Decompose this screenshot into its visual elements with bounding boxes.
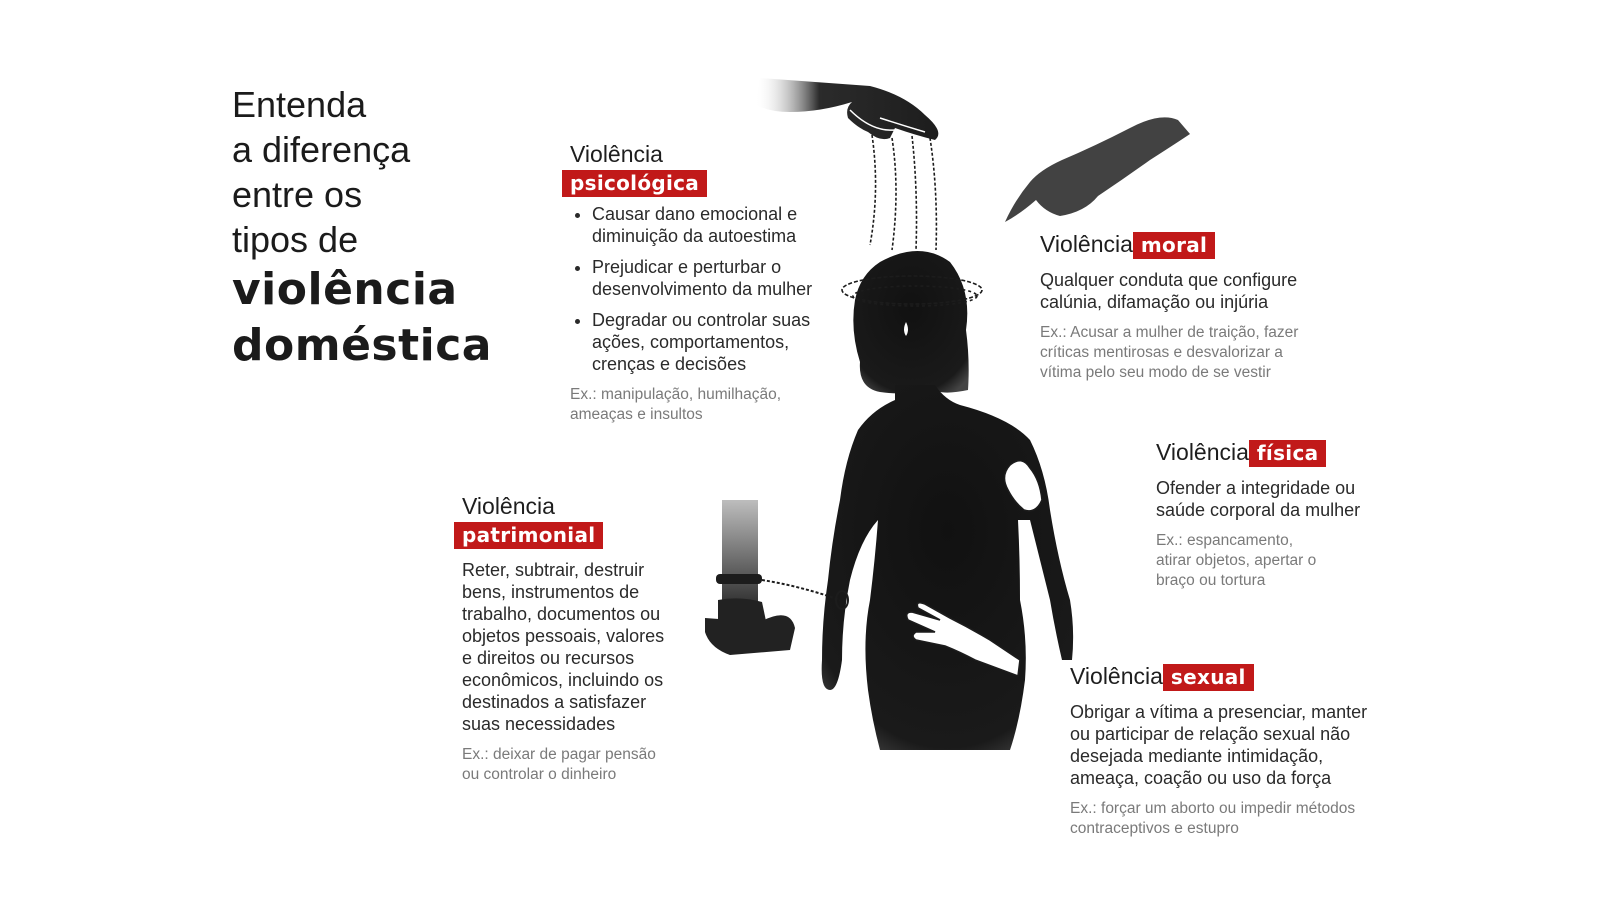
section-patrimonial bbox=[462, 492, 677, 785]
heading-word: Violência bbox=[1156, 439, 1249, 465]
section-sexual bbox=[1070, 662, 1390, 839]
section-example: Ex.: manipulação, humilhação, ameaças e insultos bbox=[570, 386, 782, 423]
section-heading bbox=[1156, 438, 1386, 467]
title-bold-line: doméstica bbox=[232, 320, 492, 371]
title-bold-line: violência bbox=[232, 264, 458, 315]
section-text: Qualquer conduta que configure calúnia, difamação ou injúria bbox=[1040, 270, 1298, 312]
heading-tag: patrimonial bbox=[454, 522, 603, 549]
title-line: tipos de bbox=[232, 219, 359, 260]
heading-tag: sexual bbox=[1163, 664, 1254, 691]
section-heading bbox=[1070, 662, 1390, 691]
section-moral bbox=[1040, 230, 1320, 383]
title-line: Entenda bbox=[232, 84, 367, 125]
heading-tag: física bbox=[1249, 440, 1326, 467]
section-example: Ex.: deixar de pagar pensão ou controlar o dinheiro bbox=[462, 746, 656, 783]
title-line: entre os bbox=[232, 174, 363, 215]
puppeteer-hand bbox=[755, 78, 938, 140]
heading-word: Violência bbox=[1040, 231, 1133, 257]
section-text: Obrigar a vítima a presenciar, manter ou participar de relação sexual não desejada mediante intimidação, ameaça, coação ou uso da força bbox=[1070, 702, 1368, 788]
section-heading bbox=[1040, 230, 1320, 259]
heading-tag: psicológica bbox=[562, 170, 707, 197]
section-heading bbox=[462, 492, 677, 549]
list-item: • Causar dano emocional e diminuição da autoestima bbox=[592, 203, 840, 247]
puppet-strings bbox=[870, 135, 936, 250]
heading-tag: moral bbox=[1133, 232, 1215, 259]
section-example: Ex.: forçar um aborto ou impedir métodos contraceptivos e estupro bbox=[1070, 800, 1356, 837]
list-item: • Prejudicar e perturbar o desenvolvimento da mulher bbox=[592, 256, 840, 300]
pointing-hand bbox=[1005, 117, 1190, 222]
heading-word: Violência bbox=[462, 493, 555, 519]
title-line: a diferença bbox=[232, 129, 411, 170]
section-psicologica bbox=[570, 140, 840, 425]
page-title bbox=[232, 82, 552, 374]
section-text: Ofender a integridade ou saúde corporal da mulher bbox=[1156, 478, 1361, 520]
section-example: Ex.: Acusar a mulher de traição, fazer críticas mentirosas e desvalorizar a vítima pelo seu modo de se vestir bbox=[1040, 324, 1299, 381]
section-fisica bbox=[1156, 438, 1386, 591]
section-heading bbox=[570, 140, 840, 197]
section-text: Reter, subtrair, destruir bens, instrumentos de trabalho, documentos ou objetos pessoais, valores e direitos ou recursos econômicos, incluindo os destinados a satisfazer suas necessidades bbox=[462, 560, 665, 734]
list-item: • Degradar ou controlar suas ações, comportamentos, crenças e decisões bbox=[592, 309, 840, 375]
bullet-list bbox=[570, 203, 840, 375]
heading-word: Violência bbox=[1070, 663, 1163, 689]
heading-word: Violência bbox=[570, 141, 663, 167]
section-example: Ex.: espancamento, atirar objetos, apertar o braço ou tortura bbox=[1156, 532, 1317, 589]
